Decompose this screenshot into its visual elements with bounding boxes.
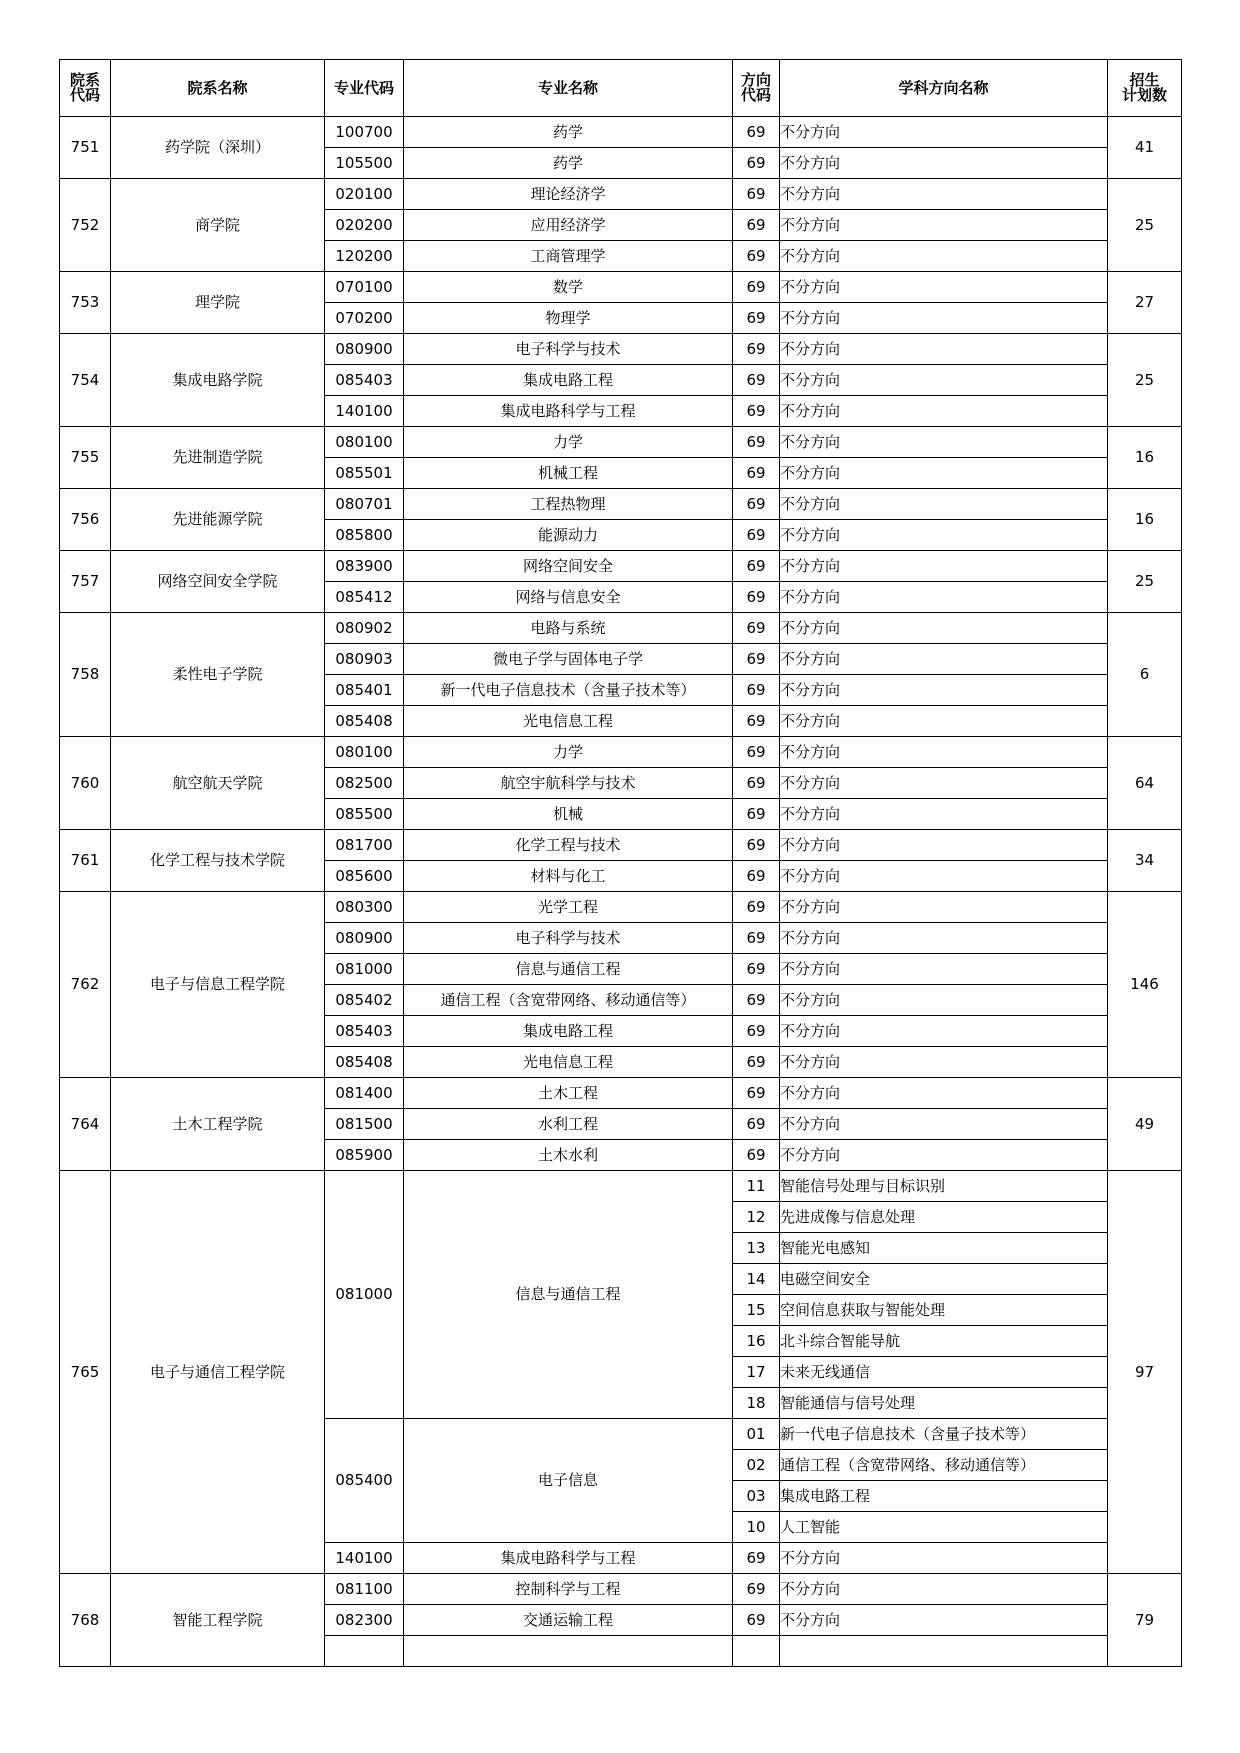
dept-code: 754 xyxy=(60,334,111,427)
table-row xyxy=(60,737,1182,768)
major-code: 085403 xyxy=(325,1016,404,1047)
header-dept-code xyxy=(60,60,111,117)
direction-name: 不分方向 xyxy=(780,582,1108,613)
major-name: 交通运输工程 xyxy=(404,1605,733,1636)
major-name: 化学工程与技术 xyxy=(404,830,733,861)
direction-name: 不分方向 xyxy=(780,458,1108,489)
dept-name: 理学院 xyxy=(111,272,325,334)
direction-name: 不分方向 xyxy=(780,1078,1108,1109)
major-name: 光学工程 xyxy=(404,892,733,923)
direction-code: 69 xyxy=(733,427,780,458)
direction-code xyxy=(733,1636,780,1667)
direction-code: 69 xyxy=(733,210,780,241)
direction-name: 不分方向 xyxy=(780,1605,1108,1636)
plan-count: 146 xyxy=(1108,892,1182,1078)
major-code: 080300 xyxy=(325,892,404,923)
major-name xyxy=(404,1636,733,1667)
header-row xyxy=(60,60,1182,117)
plan-count: 16 xyxy=(1108,489,1182,551)
dept-code: 765 xyxy=(60,1171,111,1574)
major-name: 力学 xyxy=(404,427,733,458)
major-code: 085401 xyxy=(325,675,404,706)
direction-name: 不分方向 xyxy=(780,954,1108,985)
direction-code: 10 xyxy=(733,1512,780,1543)
header-dir-code xyxy=(733,60,780,117)
major-code: 080900 xyxy=(325,334,404,365)
major-name: 集成电路工程 xyxy=(404,1016,733,1047)
dept-name: 先进能源学院 xyxy=(111,489,325,551)
direction-code: 69 xyxy=(733,830,780,861)
header-text: 方向 xyxy=(740,71,771,89)
major-code: 081500 xyxy=(325,1109,404,1140)
dept-code: 764 xyxy=(60,1078,111,1171)
direction-name: 不分方向 xyxy=(780,427,1108,458)
major-name: 机械 xyxy=(404,799,733,830)
direction-code: 01 xyxy=(733,1419,780,1450)
major-code: 085408 xyxy=(325,1047,404,1078)
major-name: 电子信息 xyxy=(404,1419,733,1543)
direction-name: 不分方向 xyxy=(780,241,1108,272)
dept-name: 土木工程学院 xyxy=(111,1078,325,1171)
direction-code: 69 xyxy=(733,985,780,1016)
major-name: 理论经济学 xyxy=(404,179,733,210)
major-name: 电子科学与技术 xyxy=(404,334,733,365)
major-name: 材料与化工 xyxy=(404,861,733,892)
direction-code: 69 xyxy=(733,179,780,210)
major-code: 081000 xyxy=(325,954,404,985)
major-name: 航空宇航科学与技术 xyxy=(404,768,733,799)
direction-code: 69 xyxy=(733,799,780,830)
major-code: 105500 xyxy=(325,148,404,179)
major-code: 085600 xyxy=(325,861,404,892)
plan-count: 41 xyxy=(1108,117,1182,179)
direction-name: 智能光电感知 xyxy=(780,1233,1108,1264)
major-name: 物理学 xyxy=(404,303,733,334)
major-name: 药学 xyxy=(404,117,733,148)
major-code: 100700 xyxy=(325,117,404,148)
direction-name: 不分方向 xyxy=(780,613,1108,644)
direction-name: 集成电路工程 xyxy=(780,1481,1108,1512)
major-code: 083900 xyxy=(325,551,404,582)
major-name: 光电信息工程 xyxy=(404,1047,733,1078)
major-code: 085900 xyxy=(325,1140,404,1171)
plan-count: 64 xyxy=(1108,737,1182,830)
table-row xyxy=(60,1574,1182,1605)
table-row xyxy=(60,334,1182,365)
page-bottom-margin xyxy=(0,1688,1240,1753)
major-name: 网络与信息安全 xyxy=(404,582,733,613)
direction-code: 69 xyxy=(733,1078,780,1109)
direction-code: 69 xyxy=(733,1016,780,1047)
direction-code: 69 xyxy=(733,861,780,892)
direction-name: 不分方向 xyxy=(780,1109,1108,1140)
direction-name: 不分方向 xyxy=(780,117,1108,148)
major-code: 020200 xyxy=(325,210,404,241)
direction-name: 不分方向 xyxy=(780,1016,1108,1047)
direction-code: 69 xyxy=(733,458,780,489)
major-name: 工程热物理 xyxy=(404,489,733,520)
direction-name: 不分方向 xyxy=(780,737,1108,768)
direction-code: 69 xyxy=(733,1140,780,1171)
major-code: 081700 xyxy=(325,830,404,861)
direction-name: 不分方向 xyxy=(780,830,1108,861)
direction-code: 15 xyxy=(733,1295,780,1326)
direction-name: 人工智能 xyxy=(780,1512,1108,1543)
major-code: 085500 xyxy=(325,799,404,830)
plan-count: 97 xyxy=(1108,1171,1182,1574)
dept-name: 航空航天学院 xyxy=(111,737,325,830)
direction-code: 03 xyxy=(733,1481,780,1512)
major-code xyxy=(325,1636,404,1667)
direction-name: 不分方向 xyxy=(780,644,1108,675)
major-name: 控制科学与工程 xyxy=(404,1574,733,1605)
major-name: 土木水利 xyxy=(404,1140,733,1171)
table-row xyxy=(60,427,1182,458)
header-major-name xyxy=(404,60,733,117)
major-code: 070200 xyxy=(325,303,404,334)
major-name: 信息与通信工程 xyxy=(404,954,733,985)
direction-name: 不分方向 xyxy=(780,272,1108,303)
plan-count: 25 xyxy=(1108,179,1182,272)
direction-code: 69 xyxy=(733,892,780,923)
header-major-code xyxy=(325,60,404,117)
dept-name: 集成电路学院 xyxy=(111,334,325,427)
header-text: 代码 xyxy=(740,86,771,104)
direction-code: 69 xyxy=(733,1605,780,1636)
dept-code: 752 xyxy=(60,179,111,272)
major-code: 080903 xyxy=(325,644,404,675)
direction-code: 69 xyxy=(733,334,780,365)
plan-count: 25 xyxy=(1108,551,1182,613)
direction-name: 不分方向 xyxy=(780,985,1108,1016)
table-row xyxy=(60,179,1182,210)
dept-code: 756 xyxy=(60,489,111,551)
major-name: 电子科学与技术 xyxy=(404,923,733,954)
major-code: 085501 xyxy=(325,458,404,489)
header-text: 院系名称 xyxy=(187,78,248,97)
direction-code: 14 xyxy=(733,1264,780,1295)
direction-code: 69 xyxy=(733,1543,780,1574)
direction-name: 不分方向 xyxy=(780,148,1108,179)
direction-code: 69 xyxy=(733,644,780,675)
direction-code: 17 xyxy=(733,1357,780,1388)
dept-name: 智能工程学院 xyxy=(111,1574,325,1667)
dept-code: 757 xyxy=(60,551,111,613)
direction-name: 不分方向 xyxy=(780,768,1108,799)
dept-name: 电子与信息工程学院 xyxy=(111,892,325,1078)
major-name: 新一代电子信息技术（含量子技术等） xyxy=(404,675,733,706)
dept-code: 753 xyxy=(60,272,111,334)
direction-name: 不分方向 xyxy=(780,303,1108,334)
major-code: 085408 xyxy=(325,706,404,737)
direction-code: 69 xyxy=(733,148,780,179)
major-name: 机械工程 xyxy=(404,458,733,489)
major-name: 工商管理学 xyxy=(404,241,733,272)
major-name: 微电子学与固体电子学 xyxy=(404,644,733,675)
dept-name: 先进制造学院 xyxy=(111,427,325,489)
major-code: 081400 xyxy=(325,1078,404,1109)
direction-name: 不分方向 xyxy=(780,334,1108,365)
header-text: 代码 xyxy=(69,86,100,104)
dept-name: 化学工程与技术学院 xyxy=(111,830,325,892)
major-code: 140100 xyxy=(325,1543,404,1574)
major-code: 082300 xyxy=(325,1605,404,1636)
plan-count: 25 xyxy=(1108,334,1182,427)
direction-code: 69 xyxy=(733,551,780,582)
major-name: 水利工程 xyxy=(404,1109,733,1140)
direction-name: 不分方向 xyxy=(780,520,1108,551)
direction-name: 不分方向 xyxy=(780,1574,1108,1605)
dept-name: 商学院 xyxy=(111,179,325,272)
major-name: 土木工程 xyxy=(404,1078,733,1109)
direction-name: 不分方向 xyxy=(780,551,1108,582)
header-text: 招生 xyxy=(1129,71,1160,89)
direction-name: 不分方向 xyxy=(780,1543,1108,1574)
dept-code: 760 xyxy=(60,737,111,830)
direction-name: 新一代电子信息技术（含量子技术等） xyxy=(780,1419,1108,1450)
direction-name: 通信工程（含宽带网络、移动通信等） xyxy=(780,1450,1108,1481)
dept-name: 网络空间安全学院 xyxy=(111,551,325,613)
table-row xyxy=(60,892,1182,923)
table-row xyxy=(60,830,1182,861)
direction-name: 不分方向 xyxy=(780,923,1108,954)
major-code: 080902 xyxy=(325,613,404,644)
major-code: 085403 xyxy=(325,365,404,396)
major-code: 085400 xyxy=(325,1419,404,1543)
major-code: 082500 xyxy=(325,768,404,799)
dept-code: 762 xyxy=(60,892,111,1078)
plan-count: 49 xyxy=(1108,1078,1182,1171)
dept-code: 758 xyxy=(60,613,111,737)
direction-code: 69 xyxy=(733,675,780,706)
major-name: 应用经济学 xyxy=(404,210,733,241)
direction-code: 69 xyxy=(733,706,780,737)
direction-name: 北斗综合智能导航 xyxy=(780,1326,1108,1357)
dept-code: 761 xyxy=(60,830,111,892)
major-code: 085402 xyxy=(325,985,404,1016)
major-code: 080900 xyxy=(325,923,404,954)
direction-name: 不分方向 xyxy=(780,365,1108,396)
direction-code: 69 xyxy=(733,737,780,768)
major-name: 光电信息工程 xyxy=(404,706,733,737)
direction-name: 不分方向 xyxy=(780,892,1108,923)
direction-code: 69 xyxy=(733,117,780,148)
direction-code: 69 xyxy=(733,520,780,551)
header-text: 专业名称 xyxy=(537,78,598,97)
major-name: 集成电路工程 xyxy=(404,365,733,396)
direction-name: 不分方向 xyxy=(780,179,1108,210)
direction-code: 69 xyxy=(733,1047,780,1078)
table-row xyxy=(60,551,1182,582)
direction-name: 不分方向 xyxy=(780,489,1108,520)
major-code: 120200 xyxy=(325,241,404,272)
dept-name: 药学院（深圳） xyxy=(111,117,325,179)
direction-name: 未来无线通信 xyxy=(780,1357,1108,1388)
direction-name xyxy=(780,1636,1108,1667)
major-name: 药学 xyxy=(404,148,733,179)
plan-count: 34 xyxy=(1108,830,1182,892)
direction-name: 不分方向 xyxy=(780,706,1108,737)
dept-name: 柔性电子学院 xyxy=(111,613,325,737)
major-code: 020100 xyxy=(325,179,404,210)
direction-code: 69 xyxy=(733,1109,780,1140)
direction-name: 不分方向 xyxy=(780,1047,1108,1078)
table-row xyxy=(60,272,1182,303)
direction-code: 12 xyxy=(733,1202,780,1233)
major-name: 力学 xyxy=(404,737,733,768)
major-code: 085412 xyxy=(325,582,404,613)
direction-name: 不分方向 xyxy=(780,675,1108,706)
direction-code: 69 xyxy=(733,1574,780,1605)
major-code: 070100 xyxy=(325,272,404,303)
direction-code: 69 xyxy=(733,582,780,613)
direction-name: 电磁空间安全 xyxy=(780,1264,1108,1295)
dept-name: 电子与通信工程学院 xyxy=(111,1171,325,1574)
direction-code: 69 xyxy=(733,241,780,272)
header-text: 专业代码 xyxy=(333,78,394,97)
major-name: 信息与通信工程 xyxy=(404,1171,733,1419)
major-code: 085800 xyxy=(325,520,404,551)
direction-name: 智能通信与信号处理 xyxy=(780,1388,1108,1419)
direction-code: 02 xyxy=(733,1450,780,1481)
direction-name: 不分方向 xyxy=(780,396,1108,427)
direction-name: 不分方向 xyxy=(780,799,1108,830)
direction-name: 先进成像与信息处理 xyxy=(780,1202,1108,1233)
major-name: 电路与系统 xyxy=(404,613,733,644)
plan-count: 79 xyxy=(1108,1574,1182,1667)
major-code: 081000 xyxy=(325,1171,404,1419)
direction-code: 69 xyxy=(733,923,780,954)
dept-code: 751 xyxy=(60,117,111,179)
dept-code: 755 xyxy=(60,427,111,489)
major-name: 集成电路科学与工程 xyxy=(404,1543,733,1574)
header-text: 计划数 xyxy=(1121,86,1167,104)
header-text: 学科方向名称 xyxy=(898,78,989,97)
plan-count: 27 xyxy=(1108,272,1182,334)
direction-code: 18 xyxy=(733,1388,780,1419)
table-row xyxy=(60,613,1182,644)
plan-count: 6 xyxy=(1108,613,1182,737)
direction-code: 69 xyxy=(733,272,780,303)
major-name: 数学 xyxy=(404,272,733,303)
plan-count: 16 xyxy=(1108,427,1182,489)
table-row xyxy=(60,1078,1182,1109)
major-name: 能源动力 xyxy=(404,520,733,551)
direction-code: 13 xyxy=(733,1233,780,1264)
header-dept-name xyxy=(111,60,325,117)
direction-name: 不分方向 xyxy=(780,210,1108,241)
direction-code: 11 xyxy=(733,1171,780,1202)
major-code: 080100 xyxy=(325,737,404,768)
table-row xyxy=(60,489,1182,520)
major-code: 080701 xyxy=(325,489,404,520)
table-row xyxy=(60,117,1182,148)
direction-name: 不分方向 xyxy=(780,1140,1108,1171)
direction-name: 智能信号处理与目标识别 xyxy=(780,1171,1108,1202)
direction-code: 69 xyxy=(733,303,780,334)
dept-code: 768 xyxy=(60,1574,111,1667)
direction-code: 16 xyxy=(733,1326,780,1357)
direction-code: 69 xyxy=(733,396,780,427)
table-body xyxy=(60,117,1182,1667)
major-name: 集成电路科学与工程 xyxy=(404,396,733,427)
major-name: 网络空间安全 xyxy=(404,551,733,582)
direction-code: 69 xyxy=(733,489,780,520)
table-row xyxy=(60,1171,1182,1202)
major-code: 081100 xyxy=(325,1574,404,1605)
direction-code: 69 xyxy=(733,365,780,396)
major-code: 080100 xyxy=(325,427,404,458)
major-code: 140100 xyxy=(325,396,404,427)
header-dir-name xyxy=(780,60,1108,117)
header-text: 院系 xyxy=(69,71,100,89)
major-name: 通信工程（含宽带网络、移动通信等） xyxy=(404,985,733,1016)
direction-code: 69 xyxy=(733,954,780,985)
direction-code: 69 xyxy=(733,613,780,644)
header-plan xyxy=(1108,60,1182,117)
direction-name: 空间信息获取与智能处理 xyxy=(780,1295,1108,1326)
direction-code: 69 xyxy=(733,768,780,799)
direction-name: 不分方向 xyxy=(780,861,1108,892)
admissions-table xyxy=(59,59,1182,1667)
